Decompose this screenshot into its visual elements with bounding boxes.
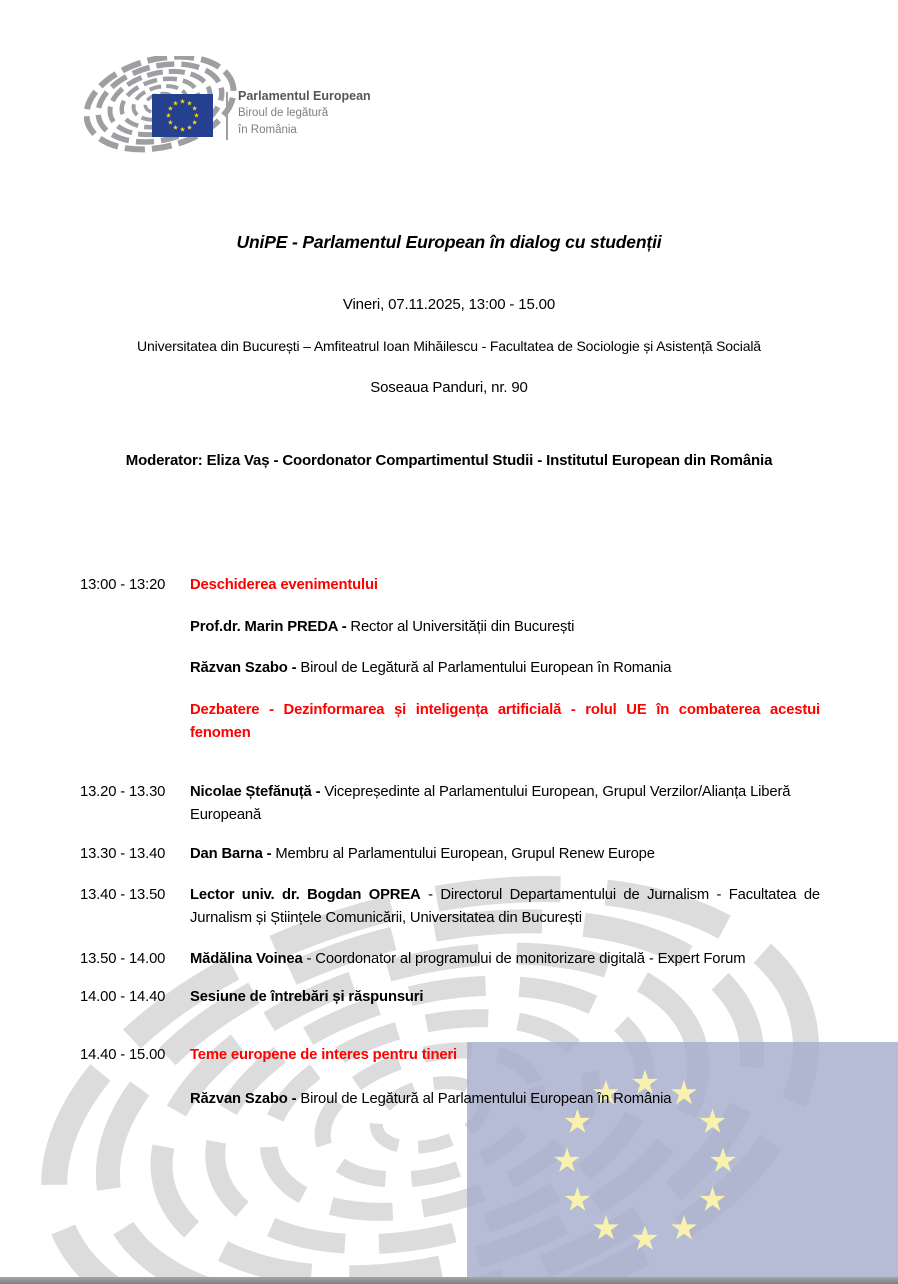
speaker-line [190, 843, 820, 866]
time-label [80, 1088, 190, 1111]
session-title: Sesiune de întrebări și răspunsuri [190, 989, 424, 1005]
event-address: Soseaua Panduri, nr. 90 [370, 379, 528, 396]
time-label [80, 657, 190, 680]
time-label: 14.40 - 15.00 [80, 1047, 166, 1063]
speaker-name: Nicolae Ștefănuță - [190, 784, 321, 800]
speaker-line [190, 1088, 820, 1111]
schedule-row [80, 657, 820, 680]
speaker-name: Lector univ. dr. Bogdan OPREA [190, 887, 421, 903]
speaker-line [190, 986, 820, 1009]
schedule-row [80, 986, 820, 1009]
eu-stars-icon [467, 1042, 898, 1277]
speaker-role: Biroul de Legătură al Parlamentului European în Romania [296, 660, 672, 676]
speaker-role: Vicepreședinte al Parlamentului European, Grupul Verzilor/Alianța Liberă Europeană [190, 784, 791, 823]
schedule-row [80, 781, 820, 827]
schedule-row [80, 948, 820, 971]
time-label [80, 699, 190, 745]
speaker-role: Membru al Parlamentului European, Grupul Renew Europe [271, 846, 655, 862]
speaker-role: Rector al Universității din București [346, 619, 575, 635]
time-label [80, 616, 190, 639]
event-venue: Universitatea din București – Amfiteatrul Ioan Mihăilescu - Facultatea de Sociologie și Asistență Socială [137, 338, 761, 354]
schedule-row [80, 1044, 820, 1067]
schedule-row [80, 843, 820, 866]
speaker-role: - Directorul Departamentului de Jurnalism - Facultatea de Jurnalism și Științele Comunicării, Universitatea din București [190, 887, 820, 926]
session-title: Deschiderea evenimentului [190, 577, 378, 593]
schedule-row [80, 616, 820, 639]
event-moderator: Moderator: Eliza Vaș - Coordonator Compartimentul Studii - Institutul European din România [125, 452, 773, 469]
time-label: 13.40 - 13.50 [80, 887, 166, 903]
page-title: UniPE - Parlamentul European în dialog cu studenții [236, 232, 662, 252]
speaker-name: Prof.dr. Marin PREDA - [190, 619, 347, 635]
logo-country-line: în România [238, 124, 297, 136]
logo-divider [226, 92, 228, 140]
speaker-name: Mădălina Voinea [190, 951, 303, 967]
eu-flag-image [467, 1042, 898, 1277]
schedule-row [80, 574, 820, 597]
speaker-name: Dan Barna - [190, 846, 272, 862]
speaker-line [190, 616, 820, 639]
session-title: Teme europene de interes pentru tineri [190, 1047, 458, 1063]
speaker-line [190, 884, 820, 930]
logo-text [238, 88, 371, 139]
schedule-row [80, 1088, 820, 1111]
speaker-name: Răzvan Szabo - [190, 1091, 297, 1107]
speaker-name: Răzvan Szabo - [190, 660, 297, 676]
logo-office-line: Biroul de legătură [238, 107, 329, 119]
speaker-role: - Coordonator al programului de monitorizare digitală - Expert Forum [302, 951, 746, 967]
time-label: 13.30 - 13.40 [80, 846, 166, 862]
time-label: 14.00 - 14.40 [80, 989, 166, 1005]
schedule-row [80, 699, 820, 745]
event-datetime: Vineri, 07.11.2025, 13:00 - 15.00 [342, 296, 556, 313]
speaker-line [190, 657, 820, 680]
session-title: Dezbatere - Dezinformarea și inteligența artificială - rolul UE în combaterea acestui fenomen [190, 702, 820, 741]
speaker-line [190, 781, 820, 827]
time-label: 13.50 - 14.00 [80, 951, 166, 967]
logo-org-name: Parlamentul European [238, 89, 371, 103]
schedule-row [80, 884, 820, 930]
time-label: 13:00 - 13:20 [80, 577, 166, 593]
speaker-role: Biroul de Legătură al Parlamentului European în România [296, 1091, 672, 1107]
eu-flag-icon [152, 94, 213, 137]
page-bottom-bar [0, 1277, 898, 1284]
time-label: 13.20 - 13.30 [80, 784, 166, 800]
speaker-line [190, 948, 820, 971]
ep-logo [84, 56, 414, 156]
eu-stars-icon [152, 94, 213, 137]
